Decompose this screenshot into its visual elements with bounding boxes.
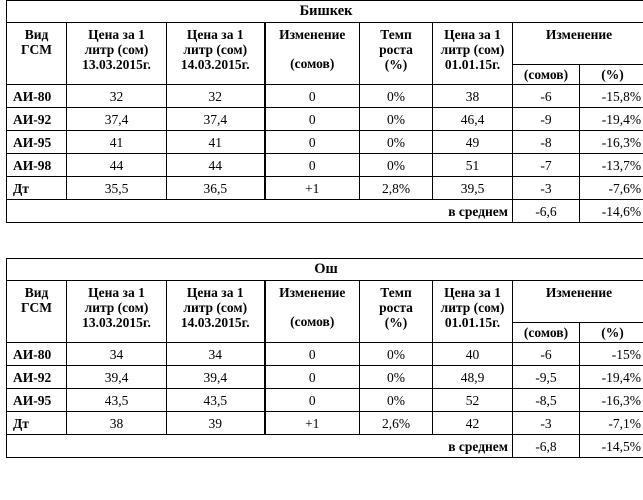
average-label: в среднем: [7, 200, 513, 223]
price-13-03-cell: 38: [67, 412, 167, 435]
price-14-03-cell: 39,4: [167, 366, 265, 389]
change-somov-cell: -8: [513, 131, 580, 154]
header-price-14-03: Цена за 1 литр (сом) 14.03.2015г.: [167, 23, 265, 85]
change-somov-cell: -6: [513, 85, 580, 108]
price-14-03-cell: 36,5: [167, 177, 265, 200]
price-01-01-cell: 48,9: [433, 366, 513, 389]
price-14-03-cell: 39: [167, 412, 265, 435]
change-cell: 0: [265, 154, 360, 177]
average-row: [7, 435, 643, 458]
header-price-01-01: Цена за 1 литр (сом) 01.01.15г.: [433, 23, 513, 85]
price-01-01-cell: 38: [433, 85, 513, 108]
growth-rate-cell: 0%: [360, 366, 433, 389]
table-row: [7, 389, 643, 412]
change-somov-cell: -9,5: [513, 366, 580, 389]
average-change-percent: -14,6%: [580, 200, 643, 223]
change-cell: 0: [265, 389, 360, 412]
table-row: [7, 177, 643, 200]
table-row: [7, 343, 643, 366]
growth-rate-cell: 0%: [360, 108, 433, 131]
change-cell: +1: [265, 412, 360, 435]
growth-rate-cell: 2,6%: [360, 412, 433, 435]
change-cell: 0: [265, 366, 360, 389]
change-cell: +1: [265, 177, 360, 200]
change-percent-cell: -19,4%: [580, 108, 643, 131]
change-somov-cell: -9: [513, 108, 580, 131]
average-label: в среднем: [7, 435, 513, 458]
header-price-01-01: Цена за 1 литр (сом) 01.01.15г.: [433, 281, 513, 343]
fuel-type-cell: АИ-98: [7, 154, 67, 177]
change-somov-cell: -7: [513, 154, 580, 177]
header-change-unit: (сомов): [290, 314, 335, 329]
price-13-03-cell: 35,5: [67, 177, 167, 200]
price-01-01-cell: 49: [433, 131, 513, 154]
header-fuel-type: Вид ГСМ: [7, 23, 67, 85]
fuel-type-cell: АИ-95: [7, 131, 67, 154]
price-14-03-cell: 34: [167, 343, 265, 366]
price-13-03-cell: 43,5: [67, 389, 167, 412]
price-14-03-cell: 32: [167, 85, 265, 108]
header-row: [7, 23, 643, 65]
price-13-03-cell: 44: [67, 154, 167, 177]
growth-rate-cell: 0%: [360, 131, 433, 154]
change-percent-cell: -15,8%: [580, 85, 643, 108]
change-cell: 0: [265, 131, 360, 154]
table-row: [7, 412, 643, 435]
header-growth-rate: Темп роста (%): [360, 281, 433, 343]
change-somov-cell: -8,5: [513, 389, 580, 412]
fuel-type-cell: АИ-92: [7, 366, 67, 389]
growth-rate-cell: 0%: [360, 343, 433, 366]
header-change-somov: (сомов): [513, 65, 580, 85]
price-14-03-cell: 41: [167, 131, 265, 154]
growth-rate-cell: 0%: [360, 389, 433, 412]
price-13-03-cell: 32: [67, 85, 167, 108]
fuel-type-cell: АИ-80: [7, 343, 67, 366]
change-percent-cell: -16,3%: [580, 131, 643, 154]
header-change-unit: (сомов): [290, 56, 335, 71]
average-row: [7, 200, 643, 223]
header-change-group: Изменение: [513, 281, 643, 323]
city-title: Ош: [7, 259, 643, 281]
header-change: [265, 281, 360, 343]
city-row: [7, 1, 643, 23]
change-percent-cell: -16,3%: [580, 389, 643, 412]
price-14-03-cell: 43,5: [167, 389, 265, 412]
price-01-01-cell: 51: [433, 154, 513, 177]
table-row: [7, 108, 643, 131]
average-change-percent: -14,5%: [580, 435, 643, 458]
fuel-type-cell: Дт: [7, 412, 67, 435]
header-price-13-03: Цена за 1 литр (сом) 13.03.2015г.: [67, 23, 167, 85]
price-01-01-cell: 39,5: [433, 177, 513, 200]
fuel-type-cell: АИ-92: [7, 108, 67, 131]
price-13-03-cell: 41: [67, 131, 167, 154]
header-change-group: Изменение: [513, 23, 643, 65]
change-somov-cell: -3: [513, 177, 580, 200]
fuel-type-cell: АИ-80: [7, 85, 67, 108]
growth-rate-cell: 0%: [360, 154, 433, 177]
price-01-01-cell: 40: [433, 343, 513, 366]
city-title: Бишкек: [7, 1, 643, 23]
change-somov-cell: -6: [513, 343, 580, 366]
price-01-01-cell: 46,4: [433, 108, 513, 131]
fuel-price-table-bishkek: [6, 0, 643, 223]
fuel-type-cell: АИ-95: [7, 389, 67, 412]
price-01-01-cell: 52: [433, 389, 513, 412]
table-row: [7, 131, 643, 154]
price-13-03-cell: 39,4: [67, 366, 167, 389]
change-percent-cell: -13,7%: [580, 154, 643, 177]
price-01-01-cell: 42: [433, 412, 513, 435]
fuel-type-cell: Дт: [7, 177, 67, 200]
header-growth-rate: Темп роста (%): [360, 23, 433, 85]
change-percent-cell: -19,4%: [580, 366, 643, 389]
header-change-title: Изменение: [279, 27, 346, 42]
header-change-percent: (%): [580, 323, 643, 343]
change-percent-cell: -7,1%: [580, 412, 643, 435]
price-13-03-cell: 34: [67, 343, 167, 366]
table-row: [7, 154, 643, 177]
header-change-somov: (сомов): [513, 323, 580, 343]
header-fuel-type: Вид ГСМ: [7, 281, 67, 343]
price-14-03-cell: 44: [167, 154, 265, 177]
header-row: [7, 281, 643, 323]
price-13-03-cell: 37,4: [67, 108, 167, 131]
header-price-14-03: Цена за 1 литр (сом) 14.03.2015г.: [167, 281, 265, 343]
fuel-price-table-osh: [6, 258, 643, 458]
header-change: [265, 23, 360, 85]
change-cell: 0: [265, 108, 360, 131]
header-change-percent: (%): [580, 65, 643, 85]
price-14-03-cell: 37,4: [167, 108, 265, 131]
change-percent-cell: -15%: [580, 343, 643, 366]
header-price-13-03: Цена за 1 литр (сом) 13.03.2015г.: [67, 281, 167, 343]
city-row: [7, 259, 643, 281]
change-cell: 0: [265, 85, 360, 108]
table-row: [7, 85, 643, 108]
growth-rate-cell: 0%: [360, 85, 433, 108]
header-change-title: Изменение: [279, 285, 346, 300]
change-percent-cell: -7,6%: [580, 177, 643, 200]
table-row: [7, 366, 643, 389]
change-cell: 0: [265, 343, 360, 366]
average-change-somov: -6,8: [513, 435, 580, 458]
change-somov-cell: -3: [513, 412, 580, 435]
average-change-somov: -6,6: [513, 200, 580, 223]
growth-rate-cell: 2,8%: [360, 177, 433, 200]
